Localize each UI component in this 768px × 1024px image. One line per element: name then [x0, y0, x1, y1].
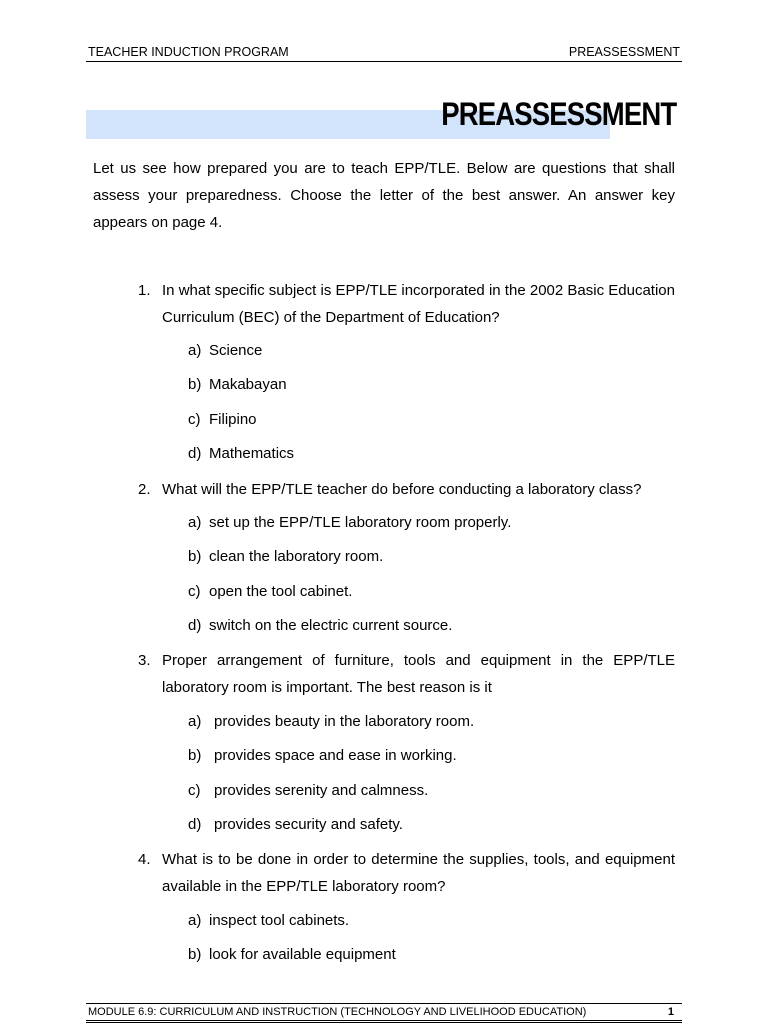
option-text: look for available equipment	[209, 946, 396, 963]
option-text: provides beauty in the laboratory room.	[214, 713, 475, 730]
option-letter: b)	[188, 946, 202, 963]
question-number: 4.	[138, 851, 151, 868]
option-letter: a)	[188, 713, 202, 730]
option-letter: b)	[188, 548, 202, 565]
question-2	[138, 476, 675, 503]
option-text: switch on the electric current source.	[209, 617, 453, 634]
question-number: 3.	[138, 652, 151, 669]
option-text: clean the laboratory room.	[209, 548, 384, 565]
option-text: open the tool cabinet.	[209, 583, 353, 600]
page-number: 1	[667, 1006, 674, 1018]
option-text: Mathematics	[209, 445, 295, 462]
option-letter: c)	[188, 583, 201, 600]
question-number: 1.	[138, 282, 151, 299]
option-letter: d)	[188, 445, 202, 462]
question-text: What will the EPP/TLE teacher do before conducting a laboratory class?	[162, 481, 642, 498]
question-3	[138, 647, 675, 701]
option-letter: d)	[188, 816, 202, 833]
option-2d	[188, 616, 668, 636]
option-3b	[188, 746, 668, 766]
question-1	[138, 277, 675, 331]
header-section-name: PREASSESSMENT	[568, 45, 680, 59]
option-text: set up the EPP/TLE laboratory room properly.	[209, 514, 512, 531]
option-3a	[188, 712, 668, 732]
option-text: provides security and safety.	[214, 816, 403, 833]
option-text: provides space and ease in working.	[214, 747, 457, 764]
intro-paragraph: Let us see how prepared you are to teach EPP/TLE. Below are questions that shall assess your preparedness. Choose the letter of the best answer. An answer key appears on page 4.	[93, 160, 675, 231]
page-footer	[86, 1003, 682, 1023]
option-1b	[188, 375, 668, 395]
option-letter: b)	[188, 376, 202, 393]
option-letter: a)	[188, 514, 202, 531]
option-3c	[188, 781, 668, 801]
option-2c	[188, 582, 668, 602]
question-number: 2.	[138, 481, 151, 498]
question-text: Proper arrangement of furniture, tools and equipment in the EPP/TLE laboratory room is important. The best reason is it	[162, 652, 675, 696]
option-text: Filipino	[209, 411, 257, 428]
page-header	[86, 44, 682, 62]
option-1a	[188, 341, 668, 361]
option-text: Makabayan	[209, 376, 287, 393]
option-letter: a)	[188, 912, 202, 929]
footer-module-title: MODULE 6.9: CURRICULUM AND INSTRUCTION (TECHNOLOGY AND LIVELIHOOD EDUCATION)	[88, 1006, 587, 1018]
question-text: In what specific subject is EPP/TLE incorporated in the 2002 Basic Education Curriculum (BEC) of the Department of Education?	[162, 282, 675, 326]
option-letter: a)	[188, 342, 202, 359]
option-3d	[188, 815, 668, 835]
option-letter: c)	[188, 411, 201, 428]
option-letter: c)	[188, 782, 201, 799]
option-1c	[188, 410, 668, 430]
option-text: Science	[209, 342, 263, 359]
option-text: provides serenity and calmness.	[214, 782, 429, 799]
option-letter: d)	[188, 617, 202, 634]
option-4b	[188, 945, 668, 965]
option-1d	[188, 444, 668, 464]
header-program-name: TEACHER INDUCTION PROGRAM	[88, 45, 289, 59]
option-2b	[188, 547, 668, 567]
option-2a	[188, 513, 668, 533]
question-text: What is to be done in order to determine the supplies, tools, and equipment available in the EPP/TLE laboratory room?	[162, 851, 675, 895]
question-4	[138, 846, 675, 900]
page-title: PREASSESSMENT	[440, 96, 676, 132]
option-4a	[188, 911, 668, 931]
option-letter: b)	[188, 747, 202, 764]
option-text: inspect tool cabinets.	[209, 912, 350, 929]
